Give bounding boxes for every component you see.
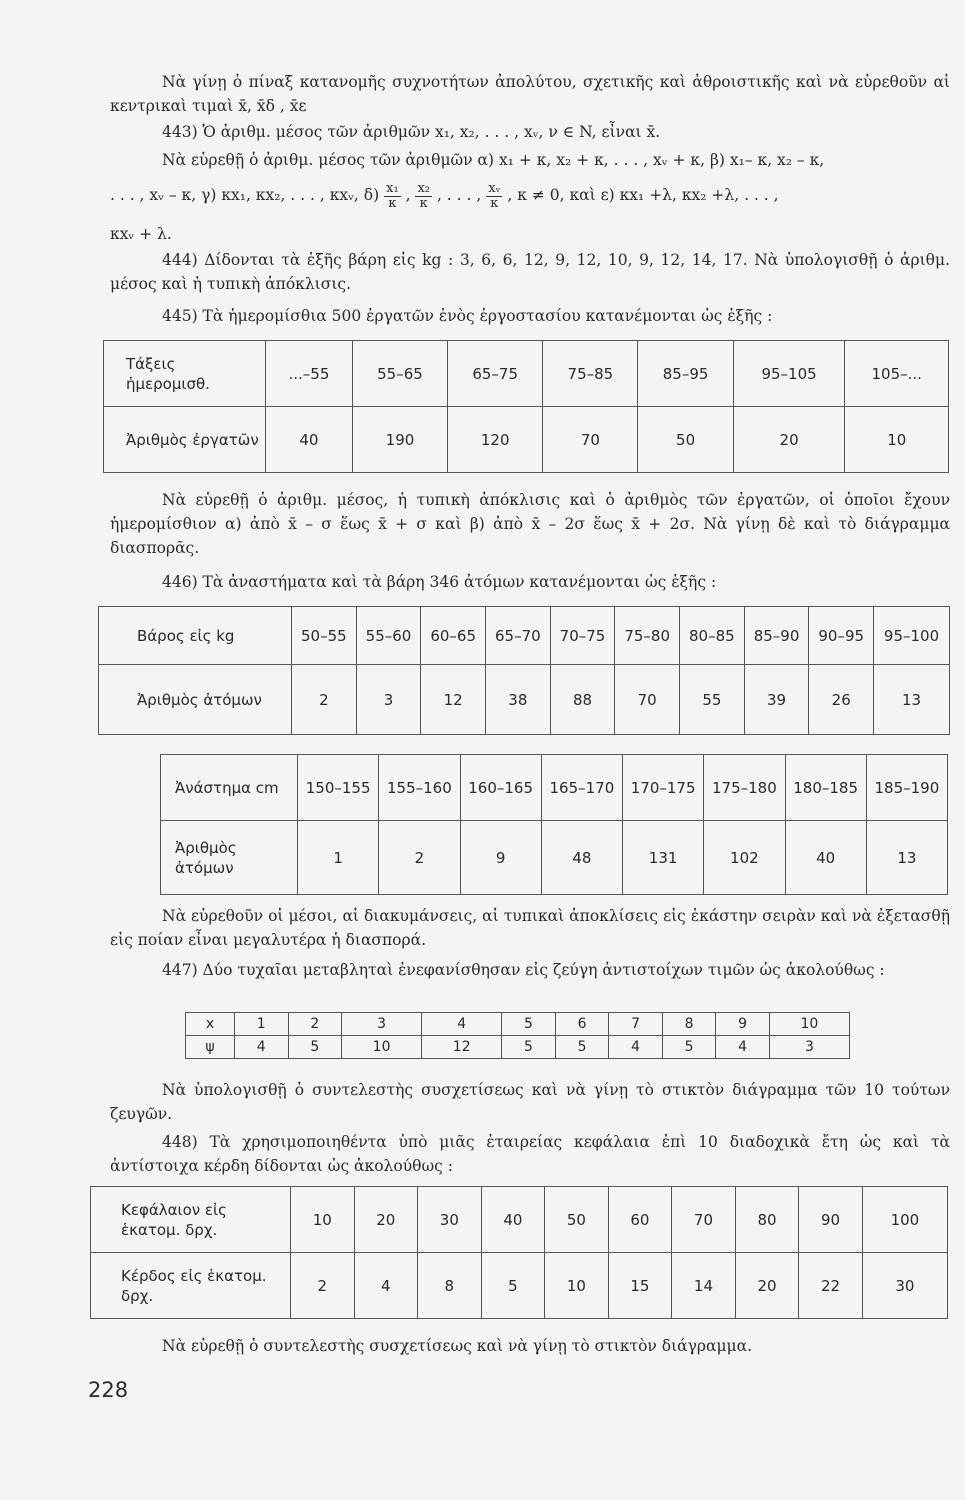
table-cell: 14 — [672, 1253, 736, 1319]
table-cell: 38 — [486, 665, 551, 735]
table-cell: 1 — [298, 821, 379, 895]
exercise-445-questions: Νὰ εὑρεθῇ ὁ ἀριθμ. μέσος, ἡ τυπικὴ ἀπόκλισις καὶ ὁ ἀριθμὸς τῶν ἐργατῶν, οἱ ὁποῖοι ἔχουν ἡμερομίσθιον α) ἀπὸ x̄ – σ ἕως x̄ + σ καὶ β) ἀπὸ x̄ – 2σ ἕως x̄ + 2σ. Νὰ γίνῃ δὲ καὶ τὸ διάγραμμα διασπορᾶς. — [110, 491, 950, 557]
ellipsis: , . . . , — [436, 186, 482, 204]
table-cell: 10 — [342, 1036, 422, 1059]
table-cell: 160–165 — [460, 755, 541, 821]
fraction-denominator: κ — [419, 195, 428, 211]
table-cell: 60 — [608, 1187, 672, 1253]
table-cell: 10 — [291, 1187, 355, 1253]
table-cell: 6 — [555, 1013, 609, 1036]
table-cell: 13 — [874, 665, 950, 735]
table-cell: 26 — [809, 665, 874, 735]
table-cell: 30 — [418, 1187, 482, 1253]
table-cell: 70 — [543, 407, 638, 473]
table-446-header-weight: Βάρος εἰς kg — [99, 607, 292, 665]
fraction-numerator: x₁ — [386, 180, 399, 196]
table-446-heights — [160, 754, 948, 895]
table-cell: 9 — [716, 1013, 770, 1036]
table-cell: 70 — [615, 665, 680, 735]
table-cell: 10 — [545, 1253, 609, 1319]
exercise-445: 445) Τὰ ἡμερομίσθια 500 ἐργατῶν ἑνὸς ἐργοστασίου κατανέμονται ὡς ἑξῆς : — [162, 307, 773, 325]
exercise-443-line1: 443) Ὁ ἀριθμ. μέσος τῶν ἀριθμῶν x₁, x₂, . . . , xᵥ, ν ∈ N, εἶναι x̄. — [162, 123, 661, 141]
table-cell: 185–190 — [866, 755, 947, 821]
table-cell: 2 — [288, 1013, 342, 1036]
table-cell: 4 — [716, 1036, 770, 1059]
table-cell: 55 — [680, 665, 745, 735]
table-cell: 5 — [555, 1036, 609, 1059]
table-cell: 4 — [235, 1036, 289, 1059]
exercise-447-questions: Νὰ ὑπολογισθῇ ὁ συντελεστὴς συσχετίσεως καὶ νὰ γίνῃ τὸ στικτὸν διάγραμμα τῶν 10 τούτων ζευγῶν. — [110, 1081, 950, 1123]
fraction-denominator: κ — [490, 195, 499, 211]
table-cell: 12 — [422, 1036, 502, 1059]
page-number: 228 — [88, 1378, 129, 1402]
exercise-443-line3-start: . . . , xᵥ – κ, γ) κx₁, κx₂, . . . , κxᵥ, δ) — [110, 186, 380, 204]
table-cell: 5 — [288, 1036, 342, 1059]
table-cell: 20 — [354, 1187, 418, 1253]
exercise-443-line2: Νὰ εὑρεθῇ ὁ ἀριθμ. μέσος τῶν ἀριθμῶν α) x₁ + κ, x₂ + κ, . . . , xᵥ + κ, β) x₁– κ, x₂ – κ, — [162, 151, 825, 169]
table-cell: 65–70 — [486, 607, 551, 665]
table-cell: 55–60 — [356, 607, 421, 665]
table-cell: 80 — [735, 1187, 799, 1253]
table-447-header-psi: ψ — [186, 1036, 235, 1059]
exercise-447: 447) Δύο τυχαῖαι μεταβληταὶ ἐνεφανίσθησαν εἰς ζεύγη ἀντιστοίχων τιμῶν ὡς ἀκολούθως : — [162, 961, 885, 979]
fraction-xv-over-k — [486, 182, 502, 211]
table-cell: 50 — [545, 1187, 609, 1253]
table-cell: 7 — [609, 1013, 663, 1036]
table-cell: 8 — [418, 1253, 482, 1319]
table-cell: 4 — [354, 1253, 418, 1319]
table-cell: 22 — [799, 1253, 863, 1319]
table-cell: 12 — [421, 665, 486, 735]
table-cell: 131 — [623, 821, 704, 895]
table-cell: 15 — [608, 1253, 672, 1319]
table-cell: 48 — [541, 821, 622, 895]
exercise-446-questions: Νὰ εὑρεθοῦν οἱ μέσοι, αἱ διακυμάνσεις, αἱ τυπικαὶ ἀποκλίσεις εἰς ἑκάστην σειρὰν καὶ νὰ ἐξετασθῇ εἰς ποίαν εἶναι μεγαλυτέρα ἡ διασπορά. — [110, 907, 950, 949]
table-cell: 39 — [744, 665, 809, 735]
table-cell: 50 — [638, 407, 733, 473]
table-cell: 3 — [769, 1036, 849, 1059]
table-445-wages — [103, 340, 949, 473]
table-cell: 4 — [609, 1036, 663, 1059]
table-cell: 95–100 — [874, 607, 950, 665]
table-cell: 100 — [862, 1187, 947, 1253]
table-447-pairs — [185, 1012, 850, 1059]
table-cell: 2 — [291, 1253, 355, 1319]
exercise-443-line4: κxᵥ + λ. — [110, 225, 172, 243]
table-cell: 3 — [342, 1013, 422, 1036]
table-cell: 10 — [845, 407, 949, 473]
fraction-denominator: κ — [388, 195, 397, 211]
table-cell: 9 — [460, 821, 541, 895]
comma: , — [405, 186, 411, 204]
table-cell: 40 — [785, 821, 866, 895]
table-cell: 90 — [799, 1187, 863, 1253]
exercise-446: 446) Τὰ ἀναστήματα καὶ τὰ βάρη 346 ἀτόμων κατανέμονται ὡς ἑξῆς : — [162, 573, 717, 591]
table-cell: 40 — [481, 1187, 545, 1253]
table-cell: 5 — [662, 1036, 716, 1059]
table-446-header-height: Ἀνάστημα cm — [161, 755, 298, 821]
fraction-numerator: xᵥ — [488, 180, 501, 196]
exercise-444: 444) Δίδονται τὰ ἑξῆς βάρη εἰς kg : 3, 6, 6, 12, 9, 12, 10, 9, 12, 14, 17. Νὰ ὑπολογισθῇ ὁ ἀριθμ. μέσος καὶ ἡ τυπικὴ ἀπόκλισις. — [110, 251, 950, 293]
table-cell: 5 — [481, 1253, 545, 1319]
table-cell: 70 — [672, 1187, 736, 1253]
table-cell: 85–95 — [638, 341, 733, 407]
table-445-header-classes: Τάξεις ἡμερομισθ. — [104, 341, 266, 407]
table-cell: 180–185 — [785, 755, 866, 821]
table-cell: ...–55 — [266, 341, 353, 407]
table-cell: 102 — [704, 821, 785, 895]
table-cell: 105–... — [845, 341, 949, 407]
table-cell: 80–85 — [680, 607, 745, 665]
fraction-x1-over-k — [384, 182, 401, 211]
table-cell: 65–75 — [448, 341, 543, 407]
table-cell: 75–85 — [543, 341, 638, 407]
table-cell: 8 — [662, 1013, 716, 1036]
table-cell: 85–90 — [744, 607, 809, 665]
table-cell: 75–80 — [615, 607, 680, 665]
fraction-numerator: x₂ — [417, 180, 431, 196]
table-448-capital-profit — [90, 1186, 948, 1319]
table-cell: 120 — [448, 407, 543, 473]
table-cell: 155–160 — [379, 755, 460, 821]
paragraph-442-continuation: Νὰ γίνῃ ὁ πίναξ κατανομῆς συχνοτήτων ἀπολύτου, σχετικῆς καὶ ἀθροιστικῆς καὶ νὰ εὑρεθοῦν αἱ κεντρικαὶ τιμαὶ x̄, x̄δ , x̄ε — [110, 73, 950, 115]
table-cell: 55–65 — [352, 341, 447, 407]
table-446-header-persons: Ἀριθμὸς ἀτόμων — [99, 665, 292, 735]
exercise-448-questions: Νὰ εὑρεθῇ ὁ συντελεστὴς συσχετίσεως καὶ νὰ γίνῃ τὸ στικτὸν διάγραμμα. — [162, 1337, 753, 1355]
table-cell: 4 — [422, 1013, 502, 1036]
table-cell: 2 — [379, 821, 460, 895]
exercise-443-line3-end: , κ ≠ 0, καὶ ε) κx₁ +λ, κx₂ +λ, . . . , — [507, 186, 779, 204]
table-cell: 60–65 — [421, 607, 486, 665]
table-cell: 5 — [502, 1013, 556, 1036]
table-cell: 13 — [866, 821, 947, 895]
table-cell: 3 — [356, 665, 421, 735]
table-448-header-capital: Κεφάλαιον εἰς ἑκατομ. δρχ. — [91, 1187, 291, 1253]
table-cell: 20 — [735, 1253, 799, 1319]
table-cell: 1 — [235, 1013, 289, 1036]
table-cell: 30 — [862, 1253, 947, 1319]
table-cell: 70–75 — [550, 607, 615, 665]
table-446-header-persons-2: Ἀριθμὸς ἀτόμων — [161, 821, 298, 895]
table-cell: 10 — [769, 1013, 849, 1036]
table-cell: 20 — [733, 407, 845, 473]
table-cell: 50–55 — [292, 607, 357, 665]
table-cell: 40 — [266, 407, 353, 473]
table-cell: 170–175 — [623, 755, 704, 821]
exercise-443-line3 — [110, 180, 950, 211]
table-cell: 2 — [292, 665, 357, 735]
table-cell: 175–180 — [704, 755, 785, 821]
table-cell: 190 — [352, 407, 447, 473]
fraction-x2-over-k — [415, 182, 432, 211]
table-cell: 95–105 — [733, 341, 845, 407]
table-448-header-profit: Κέρδος εἰς ἑκατομ. δρχ. — [91, 1253, 291, 1319]
table-cell: 90–95 — [809, 607, 874, 665]
table-cell: 150–155 — [298, 755, 379, 821]
table-cell: 88 — [550, 665, 615, 735]
exercise-448: 448) Τὰ χρησιμοποιηθέντα ὑπὸ μιᾶς ἑταιρείας κεφάλαια ἐπὶ 10 διαδοχικὰ ἔτη ὡς καὶ τὰ ἀντίστοιχα κέρδη δίδονται ὡς ἀκολούθως : — [110, 1133, 950, 1175]
table-cell: 5 — [502, 1036, 556, 1059]
table-447-header-x: x — [186, 1013, 235, 1036]
table-446-weights — [98, 606, 950, 735]
table-445-header-workers: Ἀριθμὸς ἐργατῶν — [104, 407, 266, 473]
table-cell: 165–170 — [541, 755, 622, 821]
